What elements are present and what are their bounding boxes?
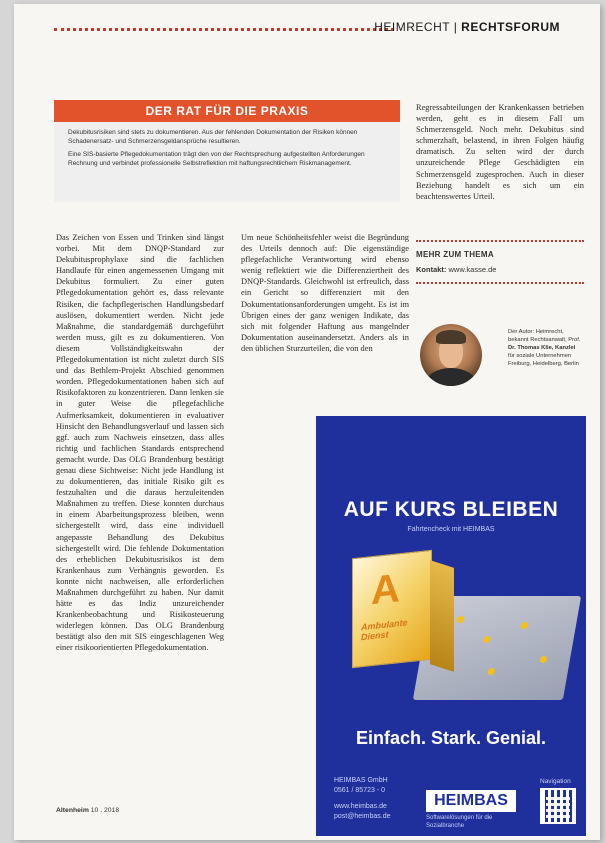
contact-label: Kontakt:	[416, 265, 447, 274]
section-right: RECHTSFORUM	[461, 20, 560, 34]
magazine-page	[14, 4, 600, 840]
contact-link[interactable]: www.kasse.de	[448, 265, 497, 274]
ad-subtitle: Fahrtencheck mit HEIMBAS	[407, 526, 495, 533]
author-photo	[420, 324, 482, 386]
author-bio: Der Autor: Heimrecht, bekannt Rechtsanwalt, Prof. Dr. Thomas Klie, Kanzlei für soziale Unternehmen Freiburg, Heidelberg, Berlin	[508, 329, 581, 367]
software-box	[352, 550, 432, 668]
heimbas-logo-sub: Softwarelösungen für die Sozialbranche	[426, 815, 493, 829]
magazine-name: Altenheim	[56, 807, 89, 814]
ad-contact: HEIMBAS GmbH 0561 / 85723 - 0 www.heimbas.de post@heimbas.de	[334, 777, 391, 820]
software-box-label: Ambulante Dienst	[361, 617, 408, 643]
advertisement[interactable]	[316, 416, 586, 836]
page-header	[54, 20, 584, 40]
practice-tip-body	[54, 122, 400, 178]
ad-slogan: Einfach. Stark. Genial.	[355, 728, 547, 748]
section-left: HEIMRECHT |	[374, 20, 462, 34]
article-column-3: Regressabteilungen der Krankenkassen betrieben werden, geht es in diesem Fall um Schmerzensgeld. Noch mehr. Dekubitus sind schmerzhaft, belastend, in ihren Folgen häufig dramatisch. Zu selten wird der durch unzureichende Pflege Geschädigten ein Schmerzensgeld zugesprochen. Auch in dieser Beziehung handelt es sich um ein beachtenswertes Urteil.	[416, 103, 584, 201]
section-title	[374, 20, 560, 34]
software-box-side	[430, 560, 454, 672]
qr-code-icon[interactable]	[540, 788, 576, 824]
practice-tip-paragraph: Eine SIS-basierte Pflegedokumentation trägt den von der Rechtsprechung aufgestellten Anforderungen Rechnung und verbindet professionelle Selbstreflektion mit haftungsrechtlichem Riskmanagement.	[68, 151, 365, 167]
heimbas-logo: HEIMBAS	[426, 790, 516, 812]
practice-tip-paragraph: Dekubitusrisiken sind stets zu dokumentieren. Aus der fehlenden Dokumentation der Risiken können Schadenersatz- und Schmerzensgeldansprüche resultieren.	[68, 129, 358, 145]
practice-tip-title: DER RAT FÜR DIE PRAXIS	[54, 100, 400, 122]
dotted-rule	[54, 28, 394, 31]
page-footer	[56, 807, 119, 814]
issue-number: 10 . 2018	[90, 807, 120, 814]
author-box	[416, 324, 584, 392]
software-logo-icon: A	[371, 566, 400, 614]
contact-line	[416, 265, 584, 284]
more-on-topic-title: MEHR ZUM THEMA	[416, 250, 494, 259]
navigation-label: Navigation	[540, 778, 571, 785]
practice-tip-box	[54, 100, 400, 202]
more-on-topic	[416, 240, 584, 284]
ad-title: AUF KURS BLEIBEN	[343, 498, 559, 521]
article-column-2: Um neue Schönheitsfehler weist die Begründung des Urteils dennoch auf: Die eigenständige pflegefachliche Verantwortung wird ebenso wenig reflektiert wie die Differenziertheit des DNQP-Standards. Gleichwohl ist erfreulich, dass ein Gericht so differenziert mit den Dokumentationsanforderungen umgeht. Es ist im Übrigen eines der ganz wenigen Indikate, das sich mit folgender Haftung aus mangelnder Dokumentation auseinandersetzt. Anders als in den üblichen Sturzurteilen, die von den	[241, 233, 409, 353]
article-column-1: Das Zeichen von Essen und Trinken sind längst vorbei. Mit dem DNQP-Standard zur Dekubitusprophylaxe sind die fachlichen Handlaufe für einen angemessenen Umgang mit Dekubitus formuliert. Zu einer guten Pflegedokumentation gehört es, dass relevante Risiken, die fachpflegerischen Handlungsbedarf auslösen, dokumentiert werden. Nicht jede Maßnahme, die standardgemäß durchgeführt werden muss, gilt es zu dokumentieren. Von diesem Vollständigkeitswahn der Pflegedokumentation ist nicht zuletzt durch SIS und das Bethlem-Projekt Abschied genommen worden. Pflegedokumentationen haben sich auf Risikofaktoren zu konzentrieren. Dann lenken sie in guter Weise die pflegefachliche Aufmerksamkeit, dokumentieren in evaluativer Hinsicht den Behandlungsverlauf und lassen sich ggf. auch zum Nachweis einsetzen, dass alles richtig und fachlichen Standards entsprechend gemacht wurde. Das OLG Brandenburg bestätigt genau diese Sichtweise: Nicht jede Handlung ist zu dokumentieren, das initiale Risiko gilt es festzuhalten und die daraus herzuleitenden Maßnahmen zu treffen. Diese konnten durchaus in einem Abarbeitungsprozess bleiben, wenn sichergestellt wird, dass eine individuell angepasste Behandlung des Dekubitus sichergestellt wird. Die fehlende Dokumentation des erheblichen Dekubitusrisikos ist dem Krankenhaus zum Verhängnis geworden. Es konnte nicht nachweisen, alle erforderlichen Maßnahmen durchgeführt zu haben. Nur damit hätte es das Indiz unzureichender Krankenbeobachtung und Risikosteuerung widerlegen können. Das OLG Brandenburg bestätigt also den mit SIS eingeschlagenen Weg einer risikoorientierten Pflegedokumentation.	[56, 233, 224, 653]
